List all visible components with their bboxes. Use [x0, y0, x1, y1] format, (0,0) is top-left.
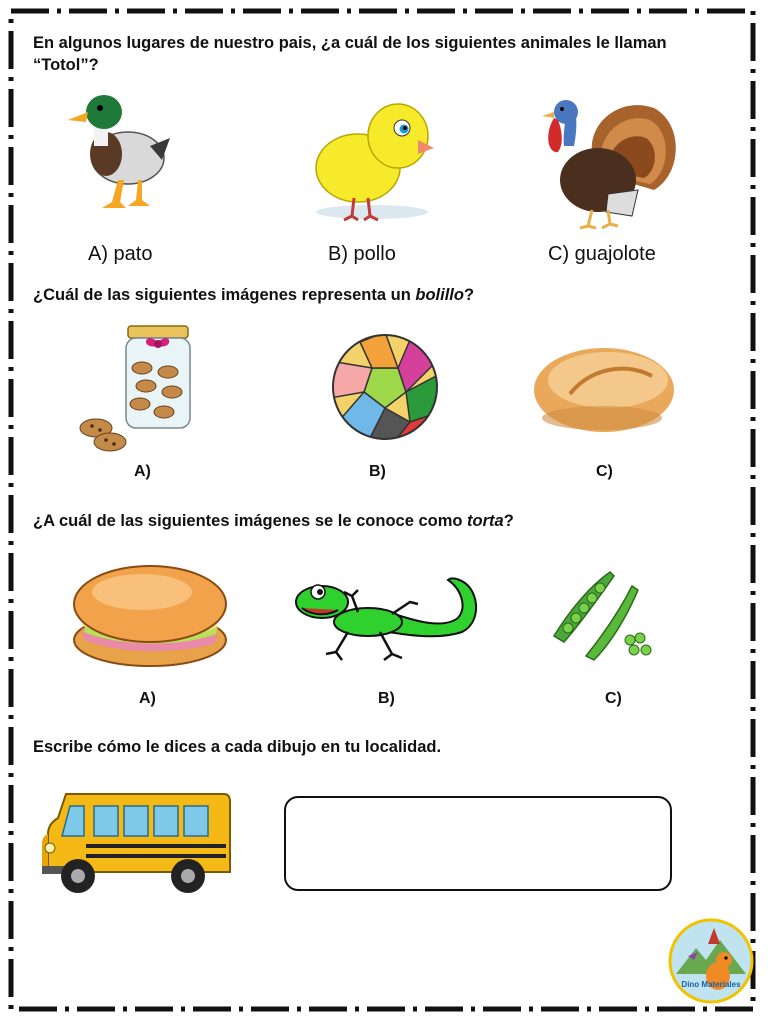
q3-option-c[interactable]: C) — [605, 690, 622, 707]
q2-option-a[interactable]: A) — [134, 463, 151, 480]
dino-logo-icon — [668, 918, 754, 1004]
turkey-icon — [534, 94, 678, 232]
q3-option-b[interactable]: B) — [378, 690, 395, 707]
question-2-emphasis: bolillo — [415, 286, 464, 304]
question-3-emphasis: torta — [467, 512, 504, 530]
question-2-text: ¿Cuál de las siguientes imágenes representa un bolillo? — [33, 286, 475, 304]
answer-box[interactable] — [284, 796, 672, 891]
q1-option-b[interactable]: B) pollo — [328, 243, 396, 265]
soccer-ball-icon — [330, 332, 440, 442]
peas-icon — [550, 566, 658, 662]
q1-option-a[interactable]: A) pato — [88, 243, 153, 265]
q1-option-c[interactable]: C) guajolote — [548, 243, 656, 265]
chick-icon — [306, 94, 436, 222]
q2-option-b[interactable]: B) — [369, 463, 386, 480]
question-4-text: Escribe cómo le dices a cada dibujo en tu localidad. — [33, 738, 442, 756]
lizard-icon — [292, 572, 488, 668]
school-bus-icon — [40, 784, 234, 896]
cookie-jar-icon — [74, 320, 202, 456]
q3-option-a[interactable]: A) — [139, 690, 156, 707]
dino-logo — [668, 918, 754, 1004]
question-1-text: En algunos lugares de nuestro pais, ¿a cuál de los siguientes animales le llaman “Totol”? — [33, 34, 667, 74]
question-3-text: ¿A cuál de las siguientes imágenes se le conoce como torta? — [33, 512, 514, 530]
duck-icon — [62, 86, 172, 214]
dino-logo-text: Dino Materiales — [681, 980, 741, 989]
bread-roll-icon — [530, 338, 676, 438]
q2-option-c[interactable]: C) — [596, 463, 613, 480]
sandwich-icon — [68, 562, 230, 670]
